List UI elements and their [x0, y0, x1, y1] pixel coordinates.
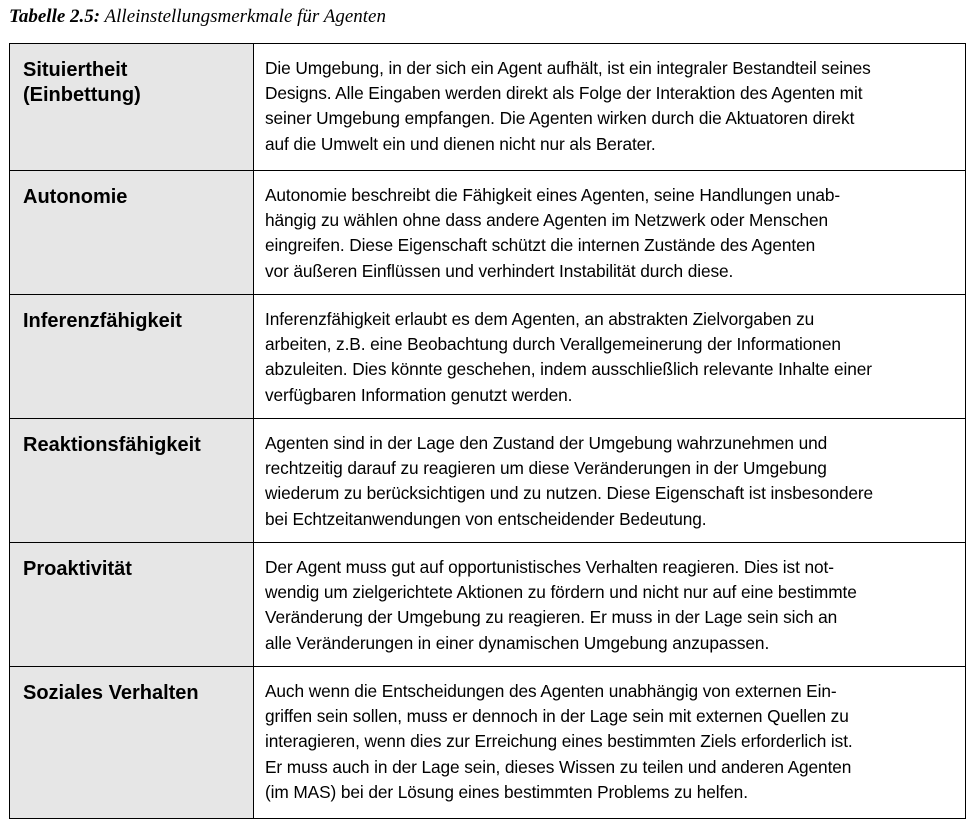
term-label: Soziales Verhalten	[23, 682, 199, 704]
description-cell: Inferenzfähigkeit erlaubt es dem Agenten, an abstrakten Zielvorgaben zu arbeiten, z.B. eine Beobachtung durch Verallgemeinerung der Informationen abzuleiten. Dies könnte geschehen, indem ausschließlich relevante Inhalte einer verfügbaren Information genutzt werden.	[254, 295, 966, 419]
term-cell	[10, 667, 254, 819]
table-caption	[9, 6, 386, 28]
table-row	[10, 44, 966, 171]
caption-title: Alleinstellungsmerkmale für Agenten	[104, 6, 386, 27]
table-row	[10, 667, 966, 819]
table-row	[10, 295, 966, 419]
term-label: Proaktivität	[23, 558, 132, 580]
term-label: Autonomie	[23, 186, 128, 208]
description-cell: Die Umgebung, in der sich ein Agent aufhält, ist ein integraler Bestandteil seines Designs. Alle Eingaben werden direkt als Folge der Interaktion des Agenten mit seiner Umgebung empfangen. Die Agenten wirken durch die Aktuatoren direkt auf die Umwelt ein und dienen nicht nur als Berater.	[254, 44, 966, 171]
term-cell	[10, 295, 254, 419]
description-cell: Auch wenn die Entscheidungen des Agenten unabhängig von externen Ein- griffen sein sollen, muss er dennoch in der Lage sein mit externen Quellen zu interagieren, wenn dies zur Erreichung eines bestimmten Ziels erforderlich ist. Er muss auch in der Lage sein, dieses Wissen zu teilen und anderen Agenten (im MAS) bei der Lösung eines bestimmten Problems zu helfen.	[254, 667, 966, 819]
description-cell: Der Agent muss gut auf opportunistisches Verhalten reagieren. Dies ist not- wendig um zielgerichtete Aktionen zu fördern und nicht nur auf eine bestimmte Veränderung der Umgebung zu reagieren. Er muss in der Lage sein sich an alle Veränderungen in einer dynamischen Umgebung anzupassen.	[254, 543, 966, 667]
table-row	[10, 543, 966, 667]
description-cell: Autonomie beschreibt die Fähigkeit eines Agenten, seine Handlungen unab- hängig zu wählen ohne dass andere Agenten im Netzwerk oder Menschen eingreifen. Diese Eigenschaft schützt die internen Zustände des Agenten vor äußeren Einflüssen und verhindert Instabilität durch diese.	[254, 171, 966, 295]
description-cell: Agenten sind in der Lage den Zustand der Umgebung wahrzunehmen und rechtzeitig darauf zu reagieren um diese Veränderungen in der Umgebung wiederum zu berücksichtigen und zu nutzen. Diese Eigenschaft ist insbesondere bei Echtzeitanwendungen von entscheidender Bedeutung.	[254, 419, 966, 543]
term-cell	[10, 171, 254, 295]
term-cell	[10, 543, 254, 667]
term-cell	[10, 419, 254, 543]
term-label: Reaktionsfähigkeit	[23, 434, 201, 456]
term-cell	[10, 44, 254, 171]
table-row	[10, 419, 966, 543]
caption-label: Tabelle 2.5:	[9, 6, 101, 27]
term-label: Inferenzfähigkeit	[23, 310, 182, 332]
table-row	[10, 171, 966, 295]
term-label: Situiertheit (Einbettung)	[23, 59, 141, 106]
features-table	[9, 43, 966, 819]
